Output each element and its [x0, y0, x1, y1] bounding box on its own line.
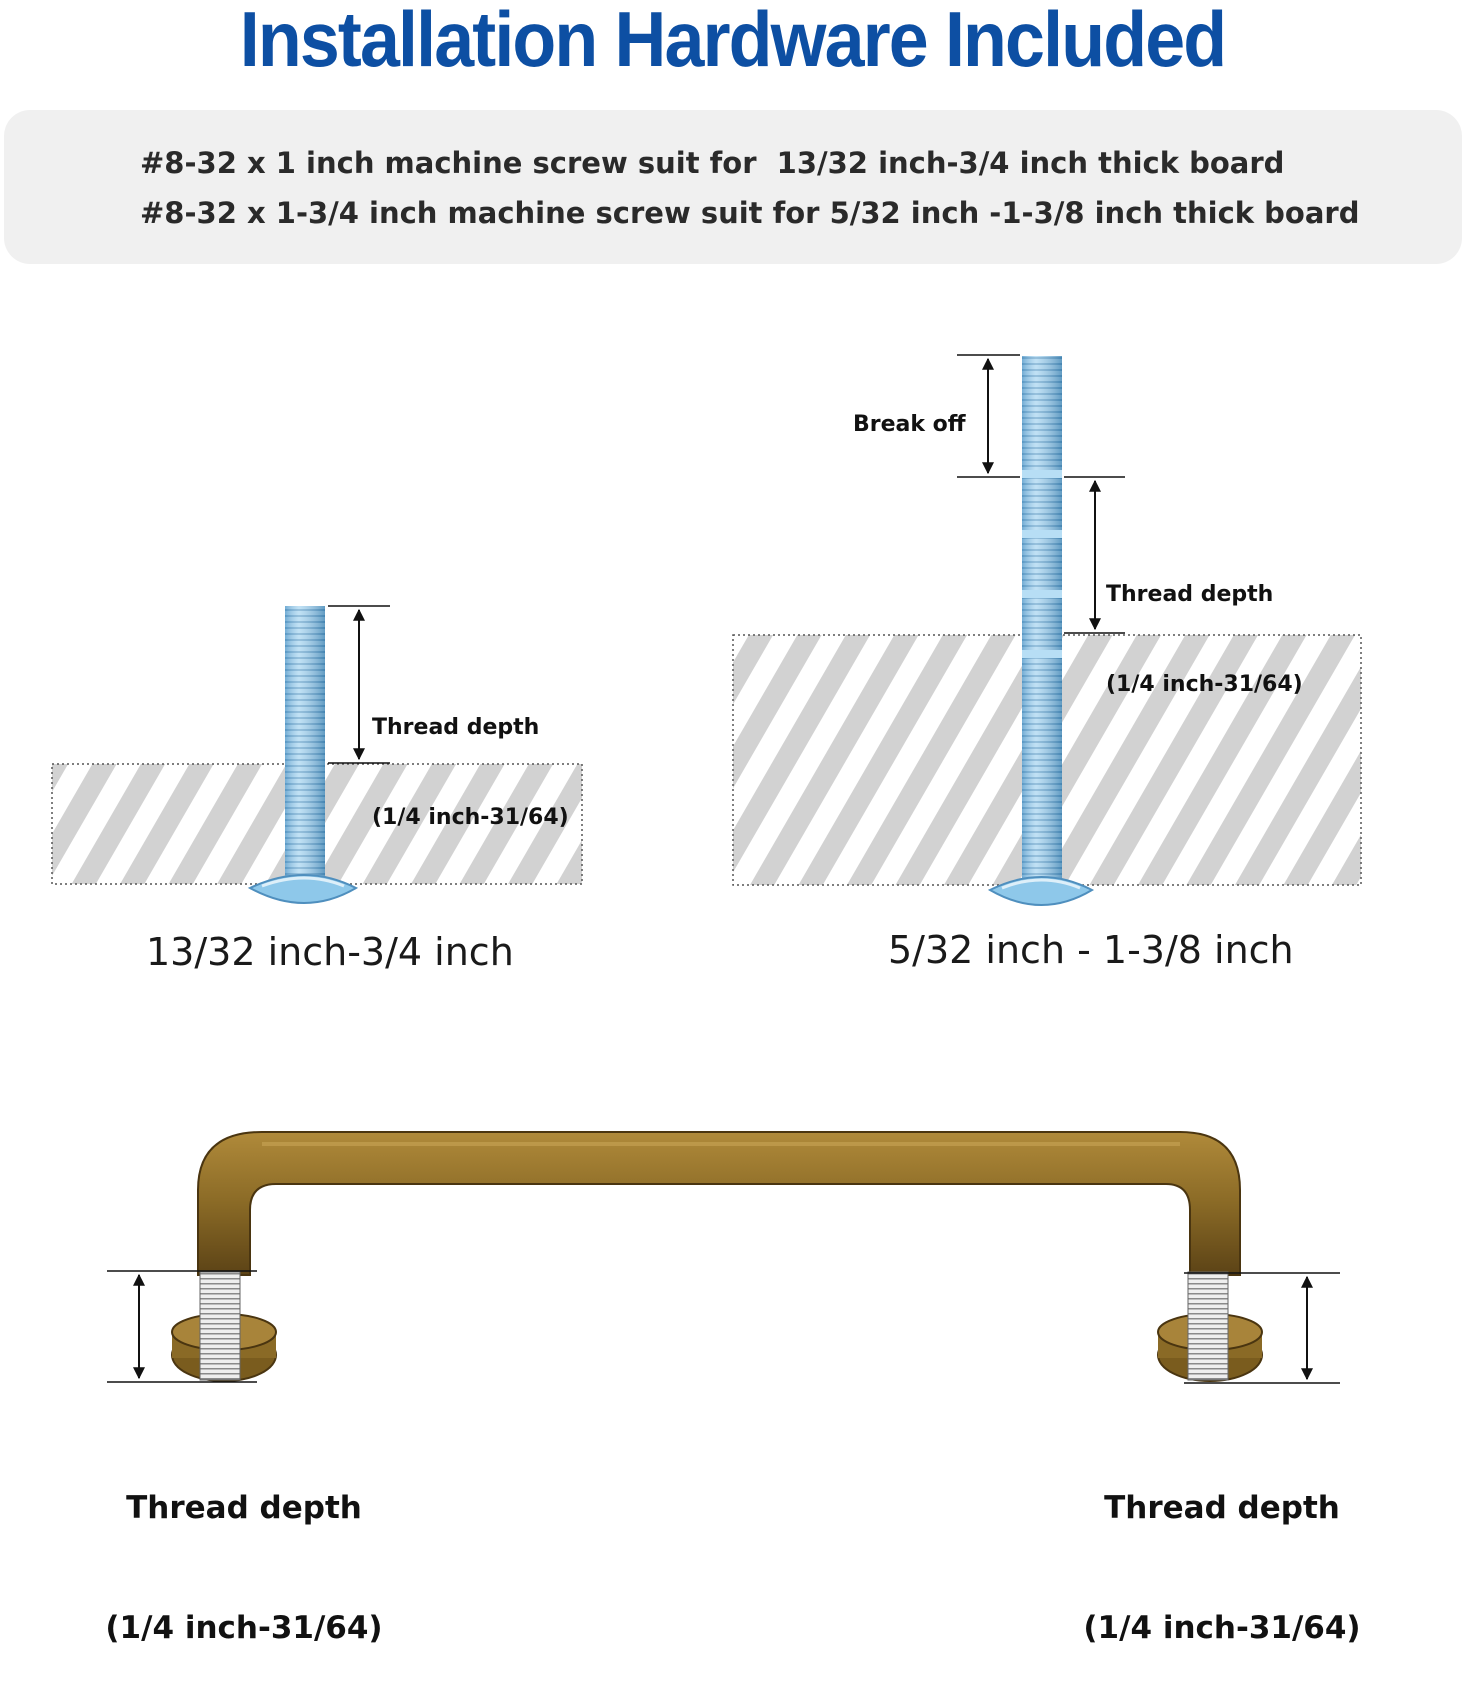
spec-line-long-screw: #8-32 x 1-3/4 inch machine screw suit for 5/32 inch -1-3/8 inch thick board	[140, 196, 1360, 230]
handle-right-thread-label	[1072, 1408, 1372, 1688]
right-thread-label	[1106, 520, 1303, 730]
left-board-caption: 13/32 inch-3/4 inch	[146, 930, 514, 974]
right-thread-label-range: (1/4 inch-31/64)	[1106, 672, 1303, 697]
handle-left-thread-label	[94, 1408, 394, 1688]
break-off-dimension	[957, 355, 1020, 477]
right-thread-label-title: Thread depth	[1106, 582, 1274, 607]
right-board-caption: 5/32 inch - 1-3/8 inch	[888, 928, 1294, 972]
break-off-label: Break off	[853, 412, 966, 437]
handle-right-thread-label-range: (1/4 inch-31/64)	[1083, 1610, 1361, 1646]
handle-left-thread-label-range: (1/4 inch-31/64)	[105, 1610, 383, 1646]
left-thread-label-range: (1/4 inch-31/64)	[372, 805, 569, 830]
spec-line-short-screw: #8-32 x 1 inch machine screw suit for 13/32 inch-3/4 inch thick board	[140, 146, 1285, 180]
page-title: Installation Hardware Included	[239, 0, 1226, 83]
left-thread-label	[372, 653, 569, 863]
left-thread-label-title: Thread depth	[372, 715, 540, 740]
handle-right-thread-label-title: Thread depth	[1104, 1490, 1340, 1526]
cabinet-handle-icon	[172, 1132, 1262, 1381]
handle-left-thread-label-title: Thread depth	[126, 1490, 362, 1526]
